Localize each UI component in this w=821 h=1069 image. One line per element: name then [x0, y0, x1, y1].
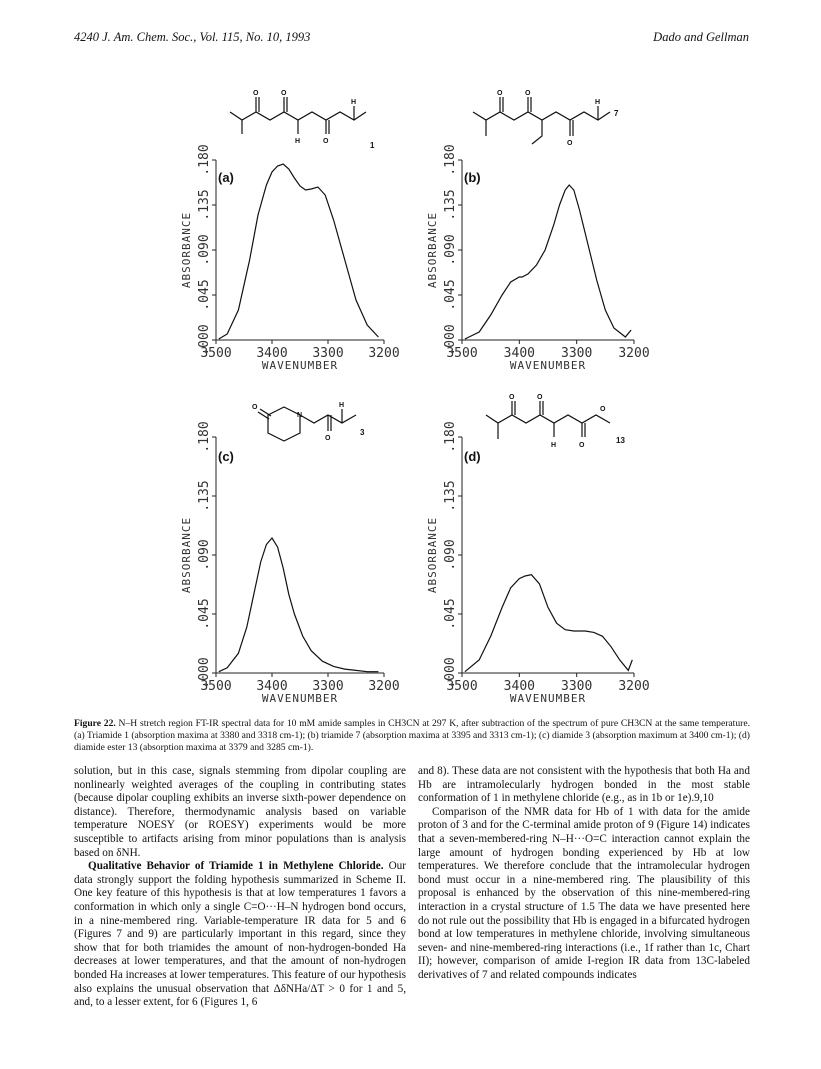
y-tick-label: .045	[443, 279, 458, 311]
chart-b-svg	[428, 50, 668, 385]
atom-n: N	[297, 412, 303, 419]
x-tick-label: 3400	[256, 679, 288, 694]
y-tick-label: .180	[443, 421, 458, 453]
molecule-structure-1	[230, 97, 366, 134]
y-tick-label: .180	[443, 144, 458, 176]
y-tick-label: .045	[197, 279, 212, 311]
y-tick-label: .090	[443, 234, 458, 266]
paragraph-text: Our data strongly support the folding hypothesis summarized in Scheme II. One key feature of this hypothesis is that at low temperatures 1 favors a conformation in which only a single C=O···H–N hydrogen bond occurs, in a nine-membered ring. Variable-temperature IR data for 5 and 6 (Figures 7 and 9) are particularly important in this regard, since they show that for both triamides the amount of non-hydrogen-bonded Ha decreases at lower temperatures, and that the amount of non-hydrogen bonded Ha increases at lower temperatures. This feature of our hypothesis also explains the unusual observation that ΔδNHa/ΔT > 0 for 1 and 5, and, to a lesser extent, for 6 (Figures 1, 6	[74, 860, 406, 1009]
panel-label: (b)	[464, 170, 481, 185]
y-axis-title: ABSORBANCE	[426, 516, 439, 594]
compound-number: 3	[360, 428, 365, 437]
body-column-right	[418, 765, 750, 983]
spectrum-line	[465, 185, 631, 339]
y-axis-title: ABSORBANCE	[426, 211, 439, 289]
y-tick-label: .135	[443, 189, 458, 221]
x-axis-title: WAVENUMBER	[509, 692, 587, 705]
compound-number: 13	[616, 436, 625, 445]
running-header: 4240 J. Am. Chem. Soc., Vol. 115, No. 10, 1993	[74, 30, 311, 44]
x-axis-title: WAVENUMBER	[261, 692, 339, 705]
panel-label: (c)	[218, 449, 234, 464]
atom-o: O	[253, 90, 259, 97]
x-tick-label: 3400	[256, 346, 288, 361]
atom-h: H	[595, 99, 601, 106]
chart-c-svg	[160, 385, 400, 705]
x-axis-title: WAVENUMBER	[509, 359, 587, 372]
x-tick-label: 3300	[561, 679, 593, 694]
spectrum-panel-d	[428, 385, 668, 705]
atom-h: H	[339, 402, 345, 409]
running-header-authors: Dado and Gellman	[653, 30, 749, 44]
molecule-structure-13	[486, 401, 610, 439]
paragraph: solution, but in this case, signals stemming from dipolar coupling are nonlinearly weighted averages of the coupling in contributing states (because dipolar coupling exhibits an inverse sixth-power dependence on distance). Therefore, thermodynamic analysis based on variable temperature NOESY (or ROESY) experiments would be more susceptible to artifacts arising from minor populations than is analysis based on δNH.	[74, 765, 406, 859]
y-tick-label: .000	[197, 657, 212, 689]
x-axis-title: WAVENUMBER	[261, 359, 339, 372]
atom-o: O	[579, 442, 585, 449]
body-column-left	[74, 765, 406, 1010]
x-tick-label: 3500	[200, 346, 232, 361]
x-tick-label: 3500	[200, 679, 232, 694]
y-tick-label: .090	[443, 539, 458, 571]
x-tick-label: 3200	[618, 679, 650, 694]
atom-o: O	[281, 90, 287, 97]
y-tick-label: .090	[197, 234, 212, 266]
spectrum-panel-b	[428, 50, 668, 385]
figure-label: Figure 22.	[74, 718, 116, 729]
x-tick-label: 3400	[503, 679, 535, 694]
x-tick-label: 3300	[561, 346, 593, 361]
y-tick-label: .090	[197, 539, 212, 571]
x-tick-label: 3300	[312, 679, 344, 694]
y-tick-label: .135	[443, 480, 458, 512]
paragraph: and 8). These data are not consistent with the hypothesis that both Ha and Hb are intramolecularly hydrogen bonded in the most stable conformation of 1 in methylene chloride (e.g., as in 1b or 1e).9,10	[418, 765, 750, 805]
x-tick-label: 3200	[368, 679, 400, 694]
spectrum-line	[219, 538, 379, 672]
atom-h: H	[295, 138, 301, 145]
spectrum-panel-c	[160, 385, 400, 705]
chart-a-svg	[160, 50, 400, 385]
atom-o: O	[323, 138, 329, 145]
x-tick-label: 3200	[368, 346, 400, 361]
y-tick-label: .180	[197, 144, 212, 176]
section-heading: Qualitative Behavior of Triamide 1 in Methylene Chloride.	[88, 860, 384, 873]
molecule-structure-3	[258, 407, 356, 441]
atom-o: O	[537, 394, 543, 401]
figure-caption-text: N–H stretch region FT-IR spectral data for 10 mM amide samples in CH3CN at 297 K, after subtraction of the spectrum of pure CH3CN at the same temperature. (a) Triamide 1 (absorption maxima at 3380 and 3318 cm-1); (b) triamide 7 (absorption maxima at 3395 and 3313 cm-1); (c) diamide 3 (absorption maximum at 3400 cm-1); (d) diamide ester 13 (absorption maxima at 3379 and 3285 cm-1).	[74, 718, 750, 753]
chart-d-svg	[428, 385, 668, 705]
spectrum-panel-a	[160, 50, 400, 385]
x-tick-label: 3300	[312, 346, 344, 361]
y-tick-label: .135	[197, 480, 212, 512]
y-tick-label: .045	[443, 598, 458, 630]
compound-number: 1	[370, 141, 375, 150]
y-tick-label: .135	[197, 189, 212, 221]
y-tick-label: .000	[197, 324, 212, 356]
panel-label: (d)	[464, 449, 481, 464]
paragraph	[74, 860, 406, 1010]
atom-o: O	[509, 394, 515, 401]
spectrum-line	[465, 575, 632, 672]
y-tick-label: .180	[197, 421, 212, 453]
atom-h: H	[551, 442, 557, 449]
spectrum-line	[219, 164, 379, 339]
atom-o: O	[497, 90, 503, 97]
paragraph: Comparison of the NMR data for Hb of 1 with data for the amide proton of 3 and for the C-terminal amide proton of 9 (Figure 14) indicates that a seven-membered-ring N–H···O=C interaction cannot explain the large amount of hydrogen bonding experienced by Hb at low temperatures. We therefore conclude that the intramolecular hydrogen bond must occur in a nine-membered ring. The plausibility of this proposal is enhanced by the observation of this nine-membered-ring interaction in a crystal structure of 1.5 The data we have presented here do not rule out the possibility that Hb is engaged in a bifurcated hydrogen bond at low temperatures in methylene chloride, involving simultaneous seven- and nine-membered-ring interactions (i.e., 1f rather than 1c, Chart II); however, comparison of amide I-region IR data from 13C-labeled derivatives of 7 and related compounds indicates	[418, 805, 750, 981]
x-tick-label: 3200	[618, 346, 650, 361]
panel-label: (a)	[218, 170, 234, 185]
x-tick-label: 3500	[446, 346, 478, 361]
compound-number: 7	[614, 109, 619, 118]
y-axis-title: ABSORBANCE	[180, 516, 193, 594]
atom-h: H	[351, 99, 357, 106]
y-tick-label: .045	[197, 598, 212, 630]
y-axis-title: ABSORBANCE	[180, 211, 193, 289]
y-tick-label: .000	[443, 657, 458, 689]
x-tick-label: 3400	[503, 346, 535, 361]
atom-o: O	[525, 90, 531, 97]
atom-o: O	[252, 404, 258, 411]
atom-o: O	[600, 406, 606, 413]
molecule-structure-7	[473, 97, 610, 144]
x-tick-label: 3500	[446, 679, 478, 694]
atom-o: O	[567, 140, 573, 147]
y-tick-label: .000	[443, 324, 458, 356]
atom-o: O	[325, 435, 331, 442]
figure-caption	[74, 718, 750, 754]
